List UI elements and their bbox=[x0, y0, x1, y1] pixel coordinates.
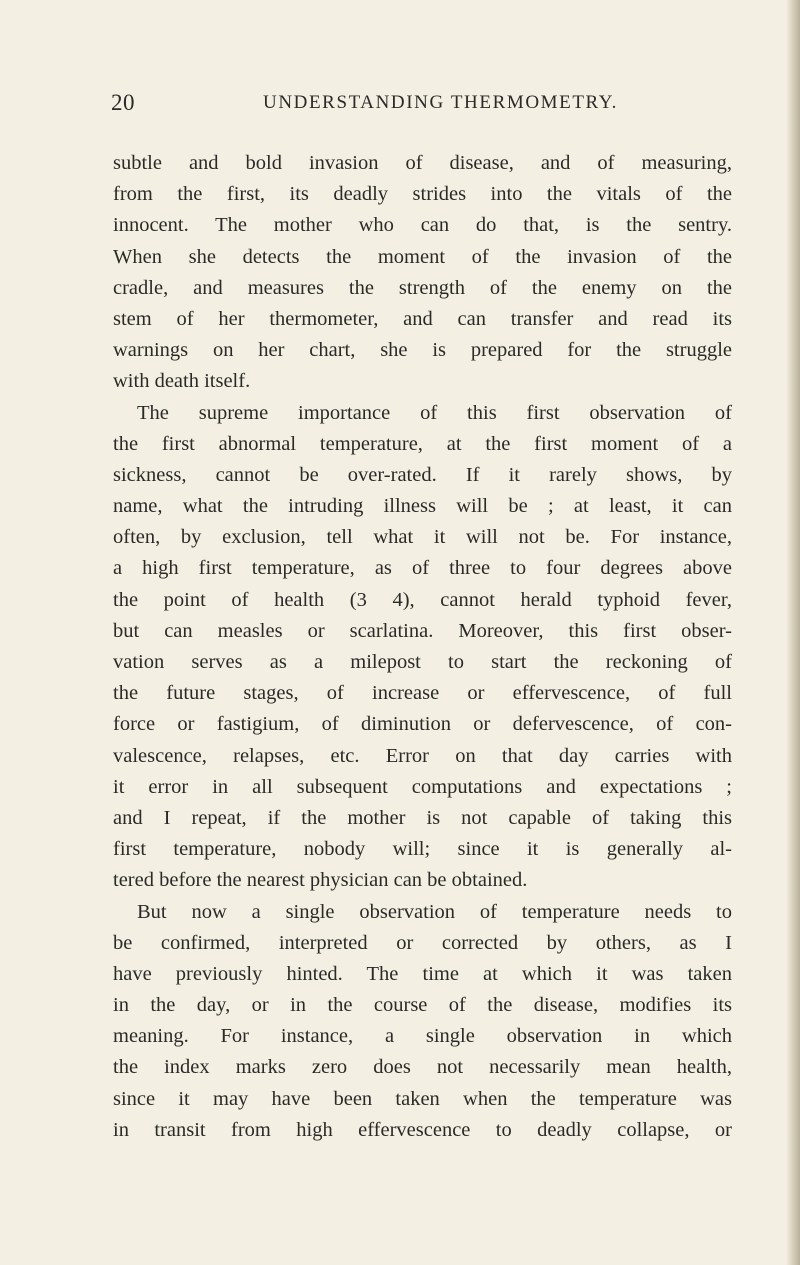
text-line: valescence, relapses, etc. Error on that day carries with bbox=[113, 744, 732, 767]
text-line: subtle and bold invasion of disease, and of measuring, bbox=[113, 152, 732, 174]
text-line: the first abnormal temperature, at the first moment of a bbox=[113, 432, 732, 455]
paragraph-end-line: tered before the nearest physician can be obtained. bbox=[113, 869, 528, 892]
text-line: warnings on her chart, she is prepared for the struggle bbox=[113, 339, 732, 362]
text-line: often, by exclusion, tell what it will not be. For instance, bbox=[113, 526, 732, 549]
text-line: since it may have been taken when the temperature was bbox=[113, 1087, 732, 1110]
page-header bbox=[111, 88, 711, 120]
text-line: from the first, its deadly strides into the vitals of the bbox=[113, 183, 732, 206]
text-line: it error in all subsequent computations and expectations ; bbox=[113, 775, 732, 798]
body-text bbox=[113, 148, 732, 1146]
paragraph-start-line: But now a single observation of temperature needs to bbox=[137, 900, 732, 923]
text-line: the point of health (3 4), cannot herald typhoid fever, bbox=[113, 588, 732, 611]
text-line: name, what the intruding illness will be ; at least, it can bbox=[113, 495, 732, 518]
text-line: meaning. For instance, a single observation in which bbox=[113, 1025, 732, 1048]
paragraph-start-line: The supreme importance of this first observation of bbox=[137, 401, 732, 424]
page-number: 20 bbox=[111, 90, 135, 115]
text-line: and I repeat, if the mother is not capable of taking this bbox=[113, 806, 732, 829]
text-line: have previously hinted. The time at which it was taken bbox=[113, 962, 732, 985]
text-line: first temperature, nobody will; since it is generally al- bbox=[113, 838, 732, 861]
text-line: in the day, or in the course of the disease, modifies its bbox=[113, 994, 732, 1017]
text-line: in transit from high effervescence to deadly collapse, or bbox=[113, 1118, 732, 1141]
text-line: cradle, and measures the strength of the enemy on the bbox=[113, 276, 732, 299]
text-line: a high first temperature, as of three to four degrees above bbox=[113, 557, 732, 580]
text-line: stem of her thermometer, and can transfer and read its bbox=[113, 307, 732, 330]
paragraph-end-line: with death itself. bbox=[113, 370, 251, 393]
text-line: the future stages, of increase or effervescence, of full bbox=[113, 682, 732, 705]
text-line: be confirmed, interpreted or corrected by others, as I bbox=[113, 931, 732, 954]
running-title: UNDERSTANDING THERMOMETRY. bbox=[263, 92, 619, 113]
text-line: innocent. The mother who can do that, is the sentry. bbox=[113, 214, 732, 237]
text-line: force or fastigium, of diminution or defervescence, of con- bbox=[113, 713, 732, 736]
text-line: When she detects the moment of the invasion of the bbox=[113, 245, 732, 268]
text-line: sickness, cannot be over-rated. If it rarely shows, by bbox=[113, 463, 732, 486]
text-line: but can measles or scarlatina. Moreover, this first obser- bbox=[113, 619, 732, 642]
page-edge-shadow bbox=[786, 0, 800, 1265]
text-line: the index marks zero does not necessarily mean health, bbox=[113, 1056, 732, 1079]
text-line: vation serves as a milepost to start the reckoning of bbox=[113, 651, 732, 673]
